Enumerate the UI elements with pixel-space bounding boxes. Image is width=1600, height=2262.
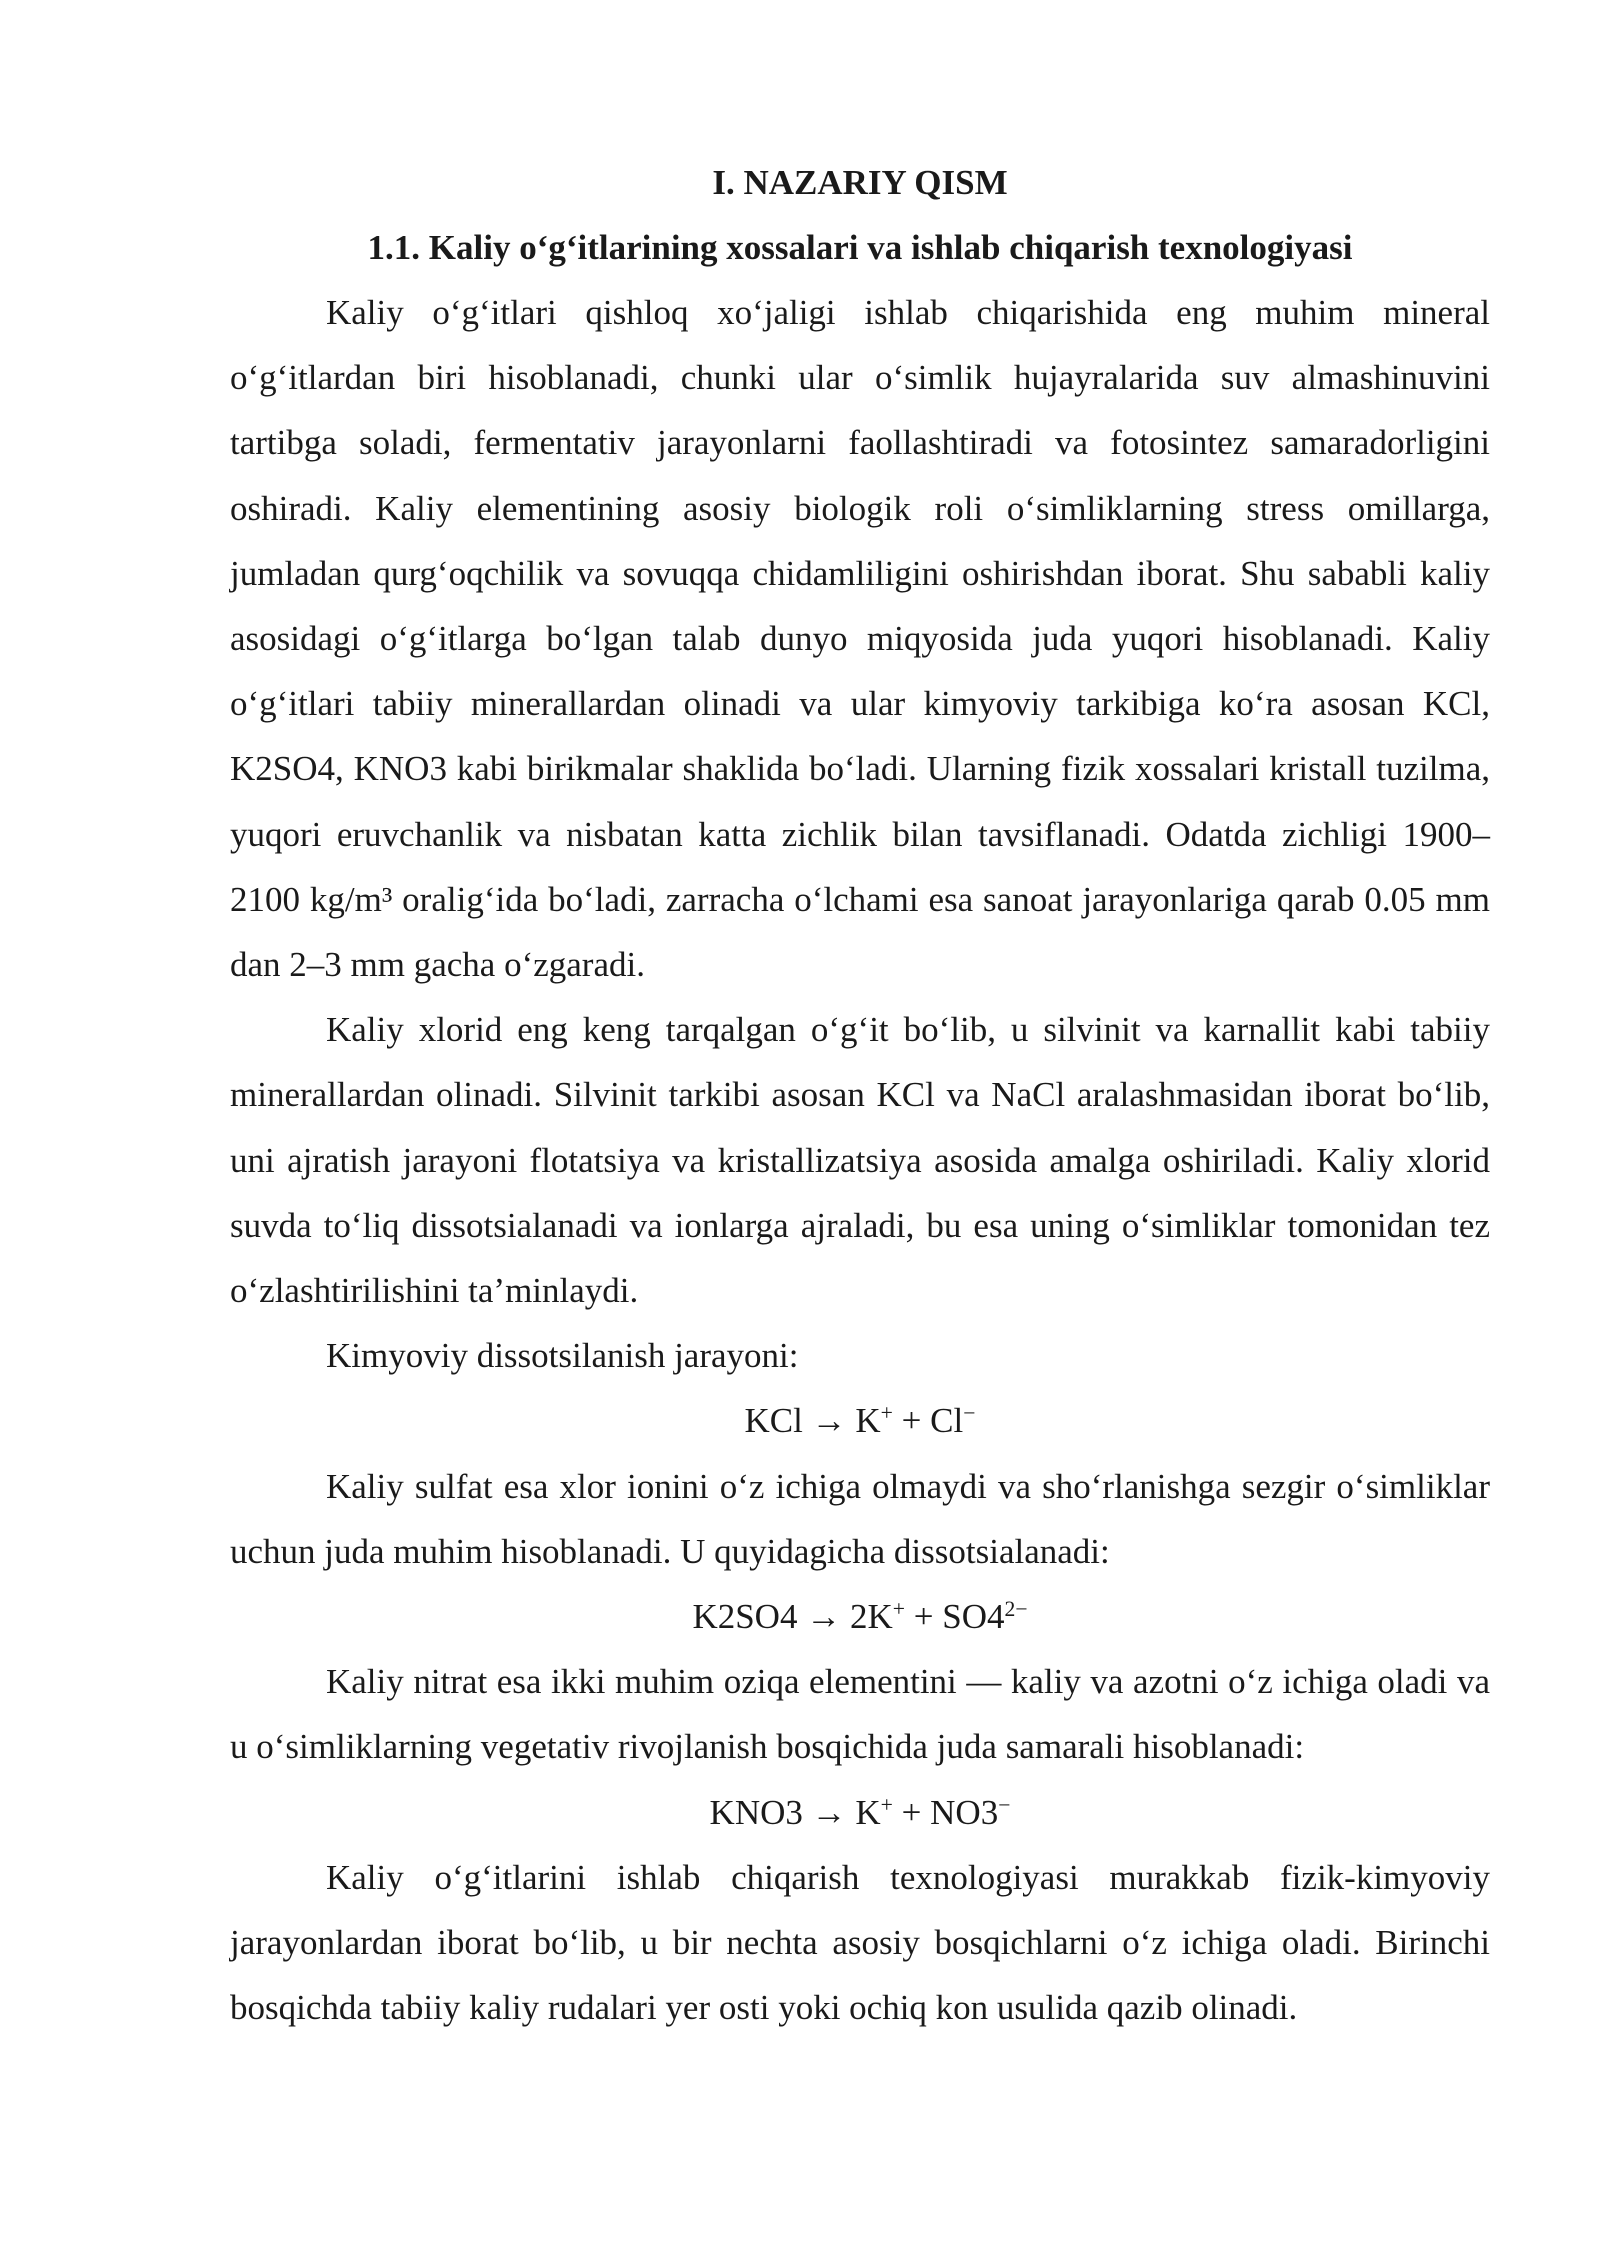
reaction-arrow: →: [811, 1792, 847, 1832]
ion-charge-1: +: [880, 1401, 893, 1426]
formula-lhs: KCl: [744, 1401, 803, 1441]
ion-charge-1: +: [880, 1792, 893, 1817]
section-title: I. NAZARIY QISM: [712, 163, 1008, 202]
formula-ion-1: 2K: [849, 1597, 893, 1637]
formula-kno3-dissociation: [230, 1780, 1490, 1845]
formula-ion-2: Cl: [930, 1401, 964, 1441]
formula-ion-2: SO4: [942, 1597, 1005, 1637]
paragraph-potassium-nitrate: Kaliy nitrat esa ikki muhim oziqa elementini — kaliy va azotni o‘z ichiga oladi va u o‘simliklarning vegetativ rivojlanish bosqichida juda samarali hisoblanadi:: [230, 1662, 1490, 1767]
reaction-arrow: →: [806, 1597, 842, 1637]
plus-sign: +: [901, 1401, 922, 1441]
paragraph-dissociation-intro: Kimyoviy dissotsilanish jarayoni:: [326, 1336, 799, 1376]
ion-charge-2: 2−: [1004, 1597, 1028, 1622]
paragraph-potash-overview: Kaliy o‘g‘itlari qishloq xo‘jaligi ishlab chiqarishida eng muhim mineral o‘g‘itlardan biri hisoblanadi, chunki ular o‘simlik hujayralarida suv almashinuvini tartibga soladi, fermentativ jarayonlarni faollashtiradi va fotosintez samaradorligini oshiradi. Kaliy elementining asosiy biologik roli o‘simliklarning stress omillarga, jumladan qurg‘oqchilik va sovuqqa chidamliligini oshirishdan iborat. Shu sababli kaliy asosidagi o‘g‘itlarga bo‘lgan talab dunyo miqyosida juda yuqori hisoblanadi. Kaliy o‘g‘itlari tabiiy minerallardan olinadi va ular kimyoviy tarkibiga ko‘ra asosan KCl, K2SO4, KNO3 kabi birikmalar shaklida bo‘ladi. Ularning fizik xossalari kristall tuzilma, yuqori eruvchanlik va nisbatan katta zichlik bilan tavsiflanadi. Odatda zichligi 1900–2100 kg/m³ oralig‘ida bo‘ladi, zarracha o‘lchami esa sanoat jarayonlariga qarab 0.05 mm dan 2–3 mm gacha o‘zgaradi.: [230, 293, 1490, 985]
paragraph-potassium-sulfate: Kaliy sulfat esa xlor ionini o‘z ichiga olmaydi va sho‘rlanishga sezgir o‘simliklar uchun juda muhim hisoblanadi. U quyidagicha dissotsialanadi:: [230, 1466, 1490, 1571]
formula-ion-2: NO3: [930, 1792, 999, 1832]
reaction-arrow: →: [811, 1401, 847, 1441]
formula-k2so4-dissociation: [230, 1584, 1490, 1649]
formula-ion-1: K: [855, 1401, 881, 1441]
formula-lhs: K2SO4: [692, 1597, 798, 1637]
paragraph-production-technology: Kaliy o‘g‘itlarini ishlab chiqarish texnologiyasi murakkab fizik-kimyoviy jarayonlardan iborat bo‘lib, u bir nechta asosiy bosqichlarni o‘z ichiga oladi. Birinchi bosqichda tabiiy kaliy rudalari yer osti yoki ochiq kon usulida qazib olinadi.: [230, 1857, 1490, 2028]
formula-lhs: KNO3: [709, 1792, 803, 1832]
subsection-title: 1.1. Kaliy o‘g‘itlarining xossalari va ishlab chiqarish texnologiyasi: [367, 228, 1353, 267]
formula-ion-1: K: [855, 1792, 881, 1832]
formula-kcl-dissociation: [230, 1388, 1490, 1453]
ion-charge-2: −: [998, 1792, 1011, 1817]
document-page: [230, 150, 1490, 2040]
ion-charge-1: +: [892, 1597, 905, 1622]
paragraph-potassium-chloride: Kaliy xlorid eng keng tarqalgan o‘g‘it bo‘lib, u silvinit va karnallit kabi tabiiy minerallardan olinadi. Silvinit tarkibi asosan KCl va NaCl aralashmasidan iborat bo‘lib, uni ajratish jarayoni flotatsiya va kristallizatsiya asosida amalga oshiriladi. Kaliy xlorid suvda to‘liq dissotsialanadi va ionlarga ajraladi, bu esa uning o‘simliklar tomonidan tez o‘zlashtirilishini ta’minlaydi.: [230, 1010, 1490, 1311]
plus-sign: +: [901, 1792, 922, 1832]
ion-charge-2: −: [963, 1401, 976, 1426]
plus-sign: +: [913, 1597, 934, 1637]
